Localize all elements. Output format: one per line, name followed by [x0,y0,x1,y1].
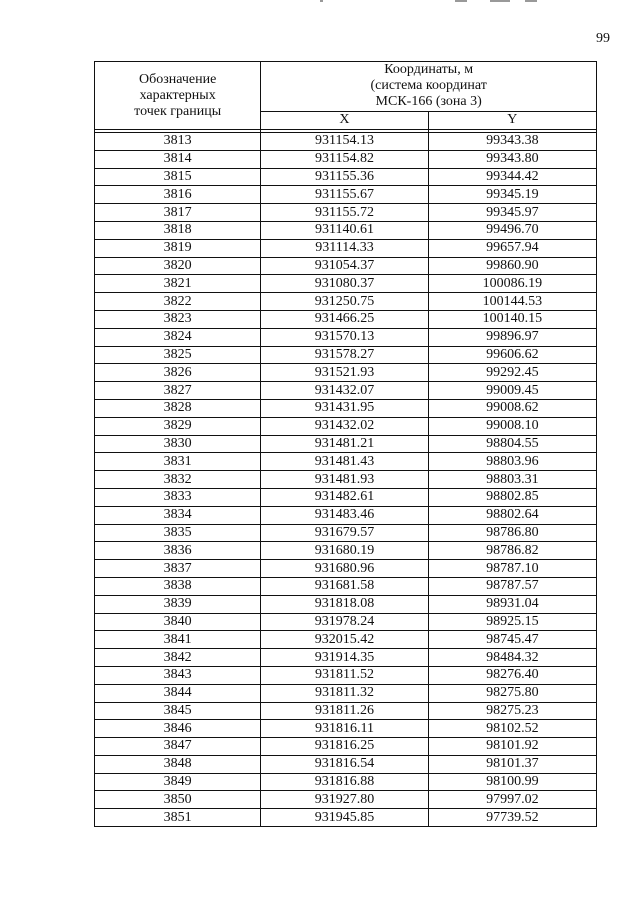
y-coordinate-cell: 99009.45 [428,382,596,400]
point-id-cell: 3835 [95,524,261,542]
point-id-cell: 3828 [95,399,261,417]
x-coordinate-cell: 931680.19 [261,542,428,560]
y-coordinate-cell: 98925.15 [428,613,596,631]
table-row [95,720,597,738]
y-coordinate-cell: 98802.64 [428,506,596,524]
x-coordinate-cell: 931140.61 [261,221,428,239]
point-id-cell: 3844 [95,684,261,702]
point-id-cell: 3837 [95,560,261,578]
table-row [95,364,597,382]
x-coordinate-cell: 931816.54 [261,755,428,773]
point-id-cell: 3824 [95,328,261,346]
point-id-cell: 3826 [95,364,261,382]
table-row [95,684,597,702]
x-coordinate-cell: 931481.21 [261,435,428,453]
y-coordinate-cell: 98804.55 [428,435,596,453]
table-row [95,471,597,489]
y-coordinate-cell: 98275.80 [428,684,596,702]
y-coordinate-cell: 97739.52 [428,809,596,827]
table-row [95,168,597,186]
x-coordinate-cell: 931483.46 [261,506,428,524]
point-id-cell: 3819 [95,239,261,257]
y-coordinate-cell: 99496.70 [428,221,596,239]
x-coordinate-cell: 931155.36 [261,168,428,186]
table-row [95,488,597,506]
table-row [95,524,597,542]
point-id-cell: 3838 [95,577,261,595]
point-id-cell: 3813 [95,133,261,151]
table-row [95,595,597,613]
y-coordinate-cell: 99896.97 [428,328,596,346]
point-id-cell: 3846 [95,720,261,738]
x-coordinate-cell: 931114.33 [261,239,428,257]
y-coordinate-cell: 98275.23 [428,702,596,720]
y-coordinate-cell: 99343.38 [428,133,596,151]
table-row [95,382,597,400]
x-column-header: X [261,111,428,129]
x-coordinate-cell: 931679.57 [261,524,428,542]
y-coordinate-cell: 99345.97 [428,204,596,222]
point-id-cell: 3840 [95,613,261,631]
x-coordinate-cell: 931811.52 [261,666,428,684]
table-row [95,738,597,756]
table-row [95,453,597,471]
table-row [95,221,597,239]
table-row [95,133,597,151]
x-coordinate-cell: 931054.37 [261,257,428,275]
scan-edge-mark [525,0,537,2]
x-coordinate-cell: 932015.42 [261,631,428,649]
point-id-cell: 3845 [95,702,261,720]
x-coordinate-cell: 931816.88 [261,773,428,791]
x-coordinate-cell: 931578.27 [261,346,428,364]
y-coordinate-cell: 98100.99 [428,773,596,791]
point-id-cell: 3843 [95,666,261,684]
y-coordinate-cell: 100144.53 [428,293,596,311]
x-coordinate-cell: 931927.80 [261,791,428,809]
point-id-cell: 3827 [95,382,261,400]
table-row [95,506,597,524]
y-coordinate-cell: 98102.52 [428,720,596,738]
scan-edge-mark [490,0,510,2]
y-coordinate-cell: 98803.31 [428,471,596,489]
point-id-header-line: точек границы [134,103,222,119]
coordinates-header-line: МСК-166 (зона 3) [375,94,482,110]
x-coordinate-cell: 931811.32 [261,684,428,702]
table-row [95,649,597,667]
coordinates-table [94,61,597,827]
x-coordinate-cell: 931481.43 [261,453,428,471]
y-coordinate-cell: 99345.19 [428,186,596,204]
table-row [95,275,597,293]
table-row [95,399,597,417]
table-body [95,133,597,827]
x-coordinate-cell: 931155.72 [261,204,428,222]
x-coordinate-cell: 931681.58 [261,577,428,595]
scan-edge-mark [320,0,323,2]
y-coordinate-cell: 98787.57 [428,577,596,595]
table-row [95,755,597,773]
table-row [95,702,597,720]
y-coordinate-cell: 98101.92 [428,738,596,756]
x-coordinate-cell: 931570.13 [261,328,428,346]
table-row [95,328,597,346]
point-id-cell: 3849 [95,773,261,791]
table-row [95,542,597,560]
x-coordinate-cell: 931432.02 [261,417,428,435]
table-row [95,435,597,453]
x-coordinate-cell: 931250.75 [261,293,428,311]
x-coordinate-cell: 931155.67 [261,186,428,204]
x-coordinate-cell: 931482.61 [261,488,428,506]
x-coordinate-cell: 931481.93 [261,471,428,489]
y-coordinate-cell: 100086.19 [428,275,596,293]
table-row [95,791,597,809]
point-id-header-line: Обозначение [138,71,217,87]
point-id-cell: 3841 [95,631,261,649]
y-coordinate-cell: 98745.47 [428,631,596,649]
point-id-header [95,62,261,130]
point-id-cell: 3842 [95,649,261,667]
x-coordinate-cell: 931154.13 [261,133,428,151]
x-coordinate-cell: 931811.26 [261,702,428,720]
x-coordinate-cell: 931816.25 [261,738,428,756]
x-coordinate-cell: 931978.24 [261,613,428,631]
point-id-cell: 3822 [95,293,261,311]
x-coordinate-cell: 931154.82 [261,150,428,168]
point-id-cell: 3848 [95,755,261,773]
table-row [95,666,597,684]
y-coordinate-cell: 99008.10 [428,417,596,435]
point-id-cell: 3836 [95,542,261,560]
table-row [95,809,597,827]
point-id-cell: 3817 [95,204,261,222]
coordinates-header [261,62,597,112]
y-coordinate-cell: 99008.62 [428,399,596,417]
y-coordinate-cell: 99606.62 [428,346,596,364]
x-coordinate-cell: 931680.96 [261,560,428,578]
y-coordinate-cell: 99860.90 [428,257,596,275]
table-row [95,257,597,275]
point-id-cell: 3821 [95,275,261,293]
x-coordinate-cell: 931432.07 [261,382,428,400]
x-coordinate-cell: 931521.93 [261,364,428,382]
point-id-cell: 3832 [95,471,261,489]
x-coordinate-cell: 931816.11 [261,720,428,738]
table-row [95,204,597,222]
y-coordinate-cell: 98276.40 [428,666,596,684]
x-coordinate-cell: 931466.25 [261,310,428,328]
table-row [95,150,597,168]
x-coordinate-cell: 931080.37 [261,275,428,293]
x-coordinate-cell: 931818.08 [261,595,428,613]
point-id-cell: 3851 [95,809,261,827]
y-coordinate-cell: 98786.80 [428,524,596,542]
point-id-cell: 3830 [95,435,261,453]
y-coordinate-cell: 99292.45 [428,364,596,382]
point-id-cell: 3814 [95,150,261,168]
table-row [95,773,597,791]
table-row [95,346,597,364]
point-id-cell: 3847 [95,738,261,756]
table-row [95,631,597,649]
table-row [95,560,597,578]
y-coordinate-cell: 98786.82 [428,542,596,560]
point-id-cell: 3815 [95,168,261,186]
point-id-cell: 3829 [95,417,261,435]
point-id-cell: 3831 [95,453,261,471]
table-header [95,62,597,133]
y-coordinate-cell: 99657.94 [428,239,596,257]
y-coordinate-cell: 99344.42 [428,168,596,186]
point-id-cell: 3820 [95,257,261,275]
table-row [95,310,597,328]
y-coordinate-cell: 98931.04 [428,595,596,613]
page-number: 99 [596,31,610,46]
y-coordinate-cell: 100140.15 [428,310,596,328]
table-row [95,186,597,204]
x-coordinate-cell: 931914.35 [261,649,428,667]
y-coordinate-cell: 98803.96 [428,453,596,471]
y-coordinate-cell: 98802.85 [428,488,596,506]
point-id-cell: 3833 [95,488,261,506]
y-coordinate-cell: 98101.37 [428,755,596,773]
table-row [95,293,597,311]
point-id-cell: 3834 [95,506,261,524]
table-row [95,613,597,631]
table-row [95,577,597,595]
table-row [95,417,597,435]
point-id-cell: 3850 [95,791,261,809]
point-id-cell: 3818 [95,221,261,239]
coordinates-header-line: Координаты, м [384,62,474,78]
scan-edge-mark [455,0,467,2]
y-coordinate-cell: 99343.80 [428,150,596,168]
x-coordinate-cell: 931945.85 [261,809,428,827]
y-coordinate-cell: 97997.02 [428,791,596,809]
coordinates-header-line: (система координат [370,78,487,94]
point-id-cell: 3823 [95,310,261,328]
y-coordinate-cell: 98787.10 [428,560,596,578]
point-id-cell: 3816 [95,186,261,204]
y-column-header: Y [428,111,596,129]
point-id-header-line: характерных [139,87,216,103]
table-row [95,239,597,257]
y-coordinate-cell: 98484.32 [428,649,596,667]
x-coordinate-cell: 931431.95 [261,399,428,417]
point-id-cell: 3825 [95,346,261,364]
point-id-cell: 3839 [95,595,261,613]
